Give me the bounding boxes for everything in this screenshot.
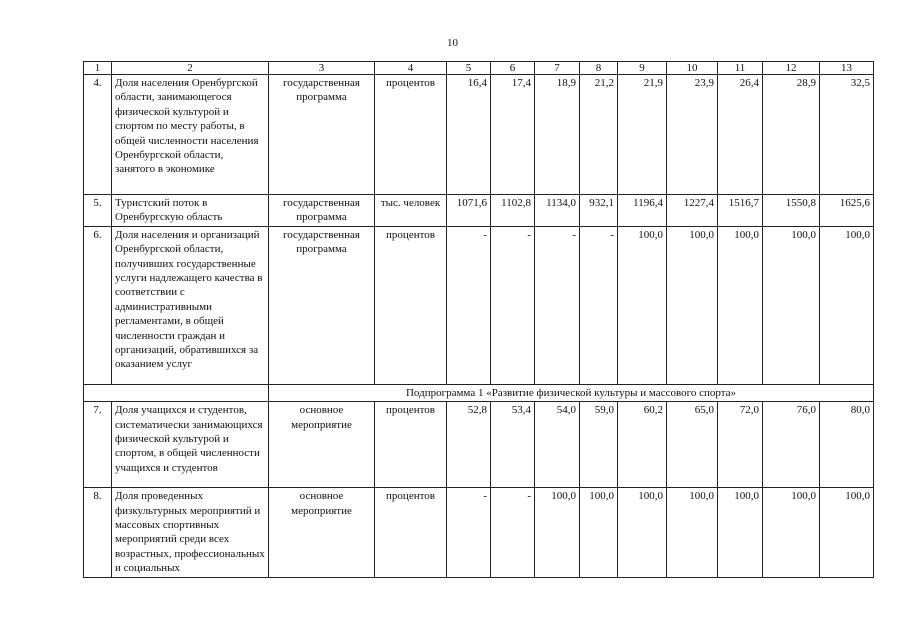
value-cell: 100,0: [535, 488, 580, 577]
value-cell: 100,0: [763, 488, 820, 577]
indicator-source: государственная программа: [269, 75, 375, 195]
column-header: 9: [618, 62, 667, 75]
value-cell: 26,4: [718, 75, 763, 195]
header-row: [84, 62, 874, 75]
page-number: 10: [447, 37, 458, 49]
indicator-unit: процентов: [375, 75, 447, 195]
value-cell: 23,9: [667, 75, 718, 195]
value-cell: 100,0: [820, 488, 874, 577]
value-cell: 17,4: [491, 75, 535, 195]
column-header: 1: [84, 62, 112, 75]
value-cell: 72,0: [718, 402, 763, 488]
value-cell: 1516,7: [718, 195, 763, 227]
value-cell: 100,0: [718, 488, 763, 577]
value-cell: -: [580, 226, 618, 384]
value-cell: 932,1: [580, 195, 618, 227]
indicator-unit: процентов: [375, 226, 447, 384]
value-cell: -: [491, 488, 535, 577]
indicator-source: государственная программа: [269, 226, 375, 384]
value-cell: 59,0: [580, 402, 618, 488]
value-cell: 1134,0: [535, 195, 580, 227]
column-header: 8: [580, 62, 618, 75]
value-cell: 100,0: [618, 226, 667, 384]
value-cell: 76,0: [763, 402, 820, 488]
value-cell: 32,5: [820, 75, 874, 195]
value-cell: 65,0: [667, 402, 718, 488]
value-cell: 60,2: [618, 402, 667, 488]
value-cell: -: [491, 226, 535, 384]
row-number: 8.: [84, 488, 112, 577]
indicators-table: [83, 61, 874, 578]
row-number: 6.: [84, 226, 112, 384]
column-header: 3: [269, 62, 375, 75]
indicator-name: Доля проведенных физкультурных мероприятий и массовых спортивных мероприятий среди всех возрастных, профессиональных и социальных: [112, 488, 269, 577]
value-cell: 100,0: [763, 226, 820, 384]
indicator-name: Доля учащихся и студентов, систематически занимающихся физической культурой и спортом, в общей численности учащихся и студентов: [112, 402, 269, 488]
indicator-unit: тыс. человек: [375, 195, 447, 227]
value-cell: 100,0: [667, 226, 718, 384]
value-cell: 18,9: [535, 75, 580, 195]
value-cell: 80,0: [820, 402, 874, 488]
column-header: 5: [447, 62, 491, 75]
value-cell: 28,9: [763, 75, 820, 195]
value-cell: 1625,6: [820, 195, 874, 227]
value-cell: 100,0: [718, 226, 763, 384]
value-cell: 1071,6: [447, 195, 491, 227]
row-number: 5.: [84, 195, 112, 227]
value-cell: 100,0: [618, 488, 667, 577]
indicator-name: Туристский поток в Оренбургскую область: [112, 195, 269, 227]
subprogram-spacer: [84, 384, 269, 401]
column-header: 10: [667, 62, 718, 75]
value-cell: 100,0: [667, 488, 718, 577]
column-header: 12: [763, 62, 820, 75]
value-cell: 100,0: [820, 226, 874, 384]
value-cell: 54,0: [535, 402, 580, 488]
value-cell: 16,4: [447, 75, 491, 195]
table-row: [84, 195, 874, 227]
table-row: [84, 402, 874, 488]
value-cell: -: [447, 226, 491, 384]
indicator-unit: процентов: [375, 488, 447, 577]
indicator-name: Доля населения и организаций Оренбургской области, получивших государственные услуги надлежащего качества в соответствии с административными регламентами, в общей численности граждан и организаций, обратившихся за оказанием услуг: [112, 226, 269, 384]
value-cell: 53,4: [491, 402, 535, 488]
subprogram-row: [84, 384, 874, 401]
value-cell: 1227,4: [667, 195, 718, 227]
column-header: 2: [112, 62, 269, 75]
indicator-source: основное мероприятие: [269, 402, 375, 488]
table-row: [84, 488, 874, 577]
table-row: [84, 75, 874, 195]
column-header: 6: [491, 62, 535, 75]
row-number: 7.: [84, 402, 112, 488]
column-header: 13: [820, 62, 874, 75]
indicator-name: Доля населения Оренбургской области, занимающегося физической культурой и спортом по месту работы, в общей численности населения Оренбургской области, занятого в экономике: [112, 75, 269, 195]
value-cell: 100,0: [580, 488, 618, 577]
value-cell: 52,8: [447, 402, 491, 488]
value-cell: 21,2: [580, 75, 618, 195]
indicator-source: государственная программа: [269, 195, 375, 227]
value-cell: -: [535, 226, 580, 384]
value-cell: 21,9: [618, 75, 667, 195]
indicator-unit: процентов: [375, 402, 447, 488]
indicator-source: основное мероприятие: [269, 488, 375, 577]
row-number: 4.: [84, 75, 112, 195]
column-header: 11: [718, 62, 763, 75]
column-header: 4: [375, 62, 447, 75]
subprogram-title: Подпрограмма 1 «Развитие физической культуры и массового спорта»: [269, 384, 874, 401]
value-cell: 1102,8: [491, 195, 535, 227]
column-header: 7: [535, 62, 580, 75]
table-row: [84, 226, 874, 384]
value-cell: 1550,8: [763, 195, 820, 227]
value-cell: -: [447, 488, 491, 577]
value-cell: 1196,4: [618, 195, 667, 227]
